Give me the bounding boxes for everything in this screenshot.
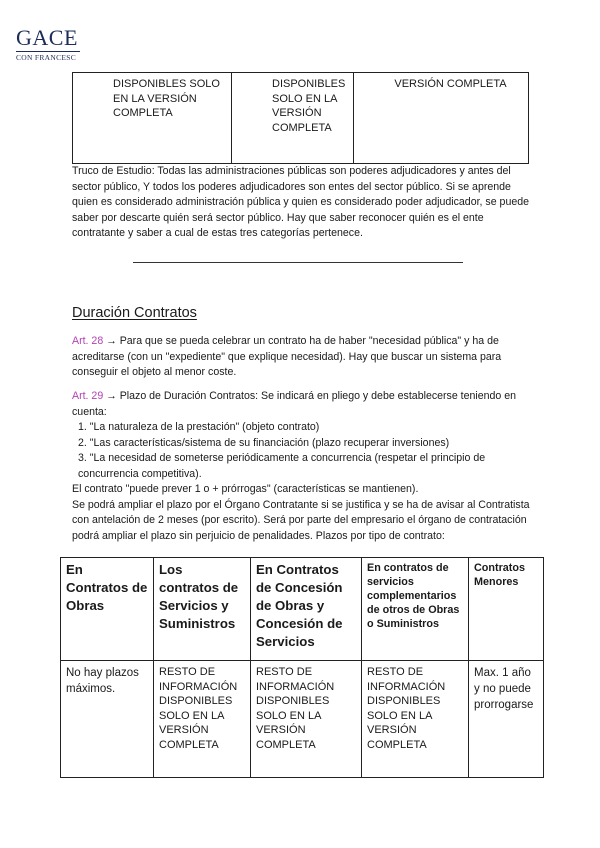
table-cell: DISPONIBLES SOLO EN LA VERSIÓN COMPLETA <box>73 73 232 164</box>
table-row <box>61 661 544 778</box>
ampliacion-text: Se podrá ampliar el plazo por el Órgano Contratante si se justifica y se ha de avisar al Contratista con antelación de 2 meses (por escrito). Será por parte del empresario el órgano de contratación podrá ampliar el plazo sin perjuicio de penalidades. Plazos por tipo de contrato: <box>72 498 530 542</box>
logo <box>16 26 80 62</box>
table-cell: RESTO DE INFORMACIÓN DISPONIBLES SOLO EN LA VERSIÓN COMPLETA <box>362 661 469 778</box>
art28-ref: Art. 28 <box>72 335 104 347</box>
table-cell: Max. 1 año y no puede prorrogarse <box>469 661 544 778</box>
column-header: En Contratos de Concesión de Obras y Concesión de Servicios <box>251 558 362 661</box>
art29-paragraph <box>72 389 530 544</box>
divider <box>133 262 463 263</box>
section-title: Duración Contratos <box>72 305 197 321</box>
art29-list <box>72 420 530 482</box>
truco-text: Truco de Estudio: Todas las administraciones públicas son poderes adjudicadores y antes del sector público, Y todos los poderes adjudicadores son entes del sector público. Si se aprende quien es considerado administración pública y quien es considerado poder adjudicador, se puede saber por descarte quién será sector público. Hay que saber reconocer quién es el ente contratante y saber a cual de estas tres categorías pertenece. <box>72 165 530 239</box>
table-cell: DISPONIBLES SOLO EN LA VERSIÓN COMPLETA <box>232 73 354 164</box>
top-table <box>72 72 529 164</box>
prorroga-text: El contrato "puede prever 1 o + prórrogas" (características se mantienen). <box>72 483 419 495</box>
table-cell: No hay plazos máximos. <box>61 661 154 778</box>
column-header: Los contratos de Servicios y Suministros <box>154 558 251 661</box>
column-header: En contratos de servicios complementarios de otros de Obras o Suministros <box>362 558 469 661</box>
art29-text: → Plazo de Duración Contratos: Se indicará en pliego y debe establecerse teniendo en cuenta: <box>72 390 517 418</box>
table-cell: RESTO DE INFORMACIÓN DISPONIBLES SOLO EN LA VERSIÓN COMPLETA <box>251 661 362 778</box>
table-cell: VERSIÓN COMPLETA <box>354 73 529 164</box>
art29-ref: Art. 29 <box>72 390 104 402</box>
art28-paragraph <box>72 334 530 381</box>
art28-text: → Para que se pueda celebrar un contrato ha de haber "necesidad pública" y ha de acreditarse (con un "expediente" que explique necesidad). Hay que buscar un sistema para conseguir el objeto al menor coste. <box>72 335 502 378</box>
plazos-table <box>60 557 544 778</box>
column-header: Contratos Menores <box>469 558 544 661</box>
list-item: 1. "La naturaleza de la prestación" (objeto contrato) <box>78 421 320 433</box>
table-cell: RESTO DE INFORMACIÓN DISPONIBLES SOLO EN LA VERSIÓN COMPLETA <box>154 661 251 778</box>
table-row <box>73 73 529 164</box>
list-item: 2. "Las características/sistema de su financiación (plazo recuperar inversiones) <box>78 436 450 449</box>
logo-name: GACE <box>16 25 78 50</box>
list-item: 3. "La necesidad de someterse periódicamente a concurrencia (respetar el principio de concurrencia competitiva). <box>78 452 486 480</box>
column-header: En Contratos de Obras <box>61 558 154 661</box>
truco-paragraph <box>72 164 530 242</box>
table-header-row <box>61 558 544 661</box>
logo-subtitle: CON FRANCESC <box>16 51 80 62</box>
